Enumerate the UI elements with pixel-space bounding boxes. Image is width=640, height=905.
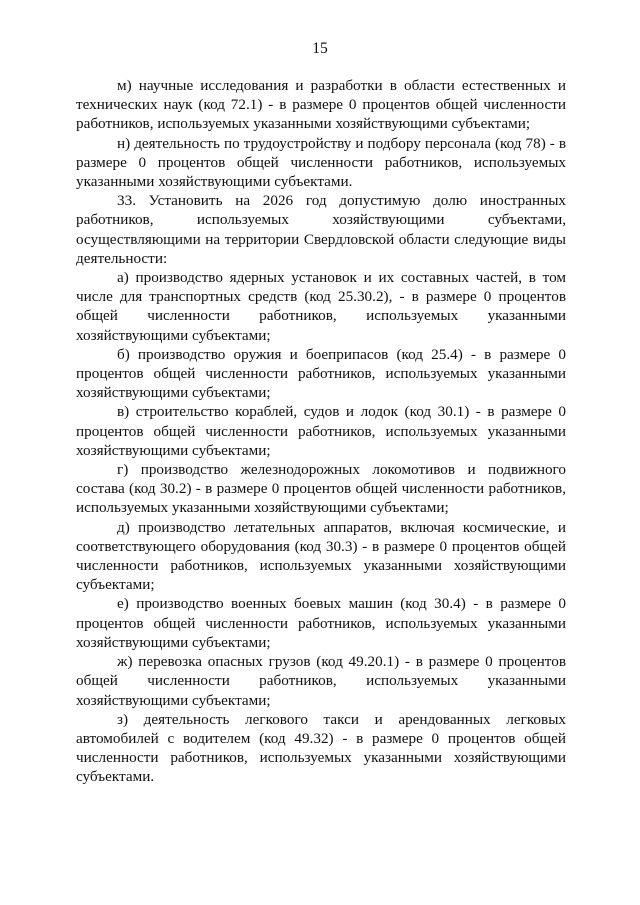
paragraph-b-weapons: б) производство оружия и боеприпасов (код 25.4) - в размере 0 процентов общей численности работников, используемых указанными хозяйствующими субъектами; [76, 345, 566, 402]
paragraph-m-research: м) научные исследования и разработки в области естественных и технических наук (код 72.1) - в размере 0 процентов общей численности работников, используемых указанными хозяйствующими субъектами; [76, 77, 566, 133]
paragraph-v-ships: в) строительство кораблей, судов и лодок (код 30.1) - в размере 0 процентов общей численности работников, используемых указанными хозяйствующими субъектами; [76, 403, 566, 459]
page-number: 15 [312, 40, 328, 57]
paragraph-33-establish: 33. Установить на 2026 год допустимую долю иностранных работников, используемых хозяйствующими субъектами, осуществляющими на территории Свердловской области следующие виды деятельности: [76, 192, 566, 267]
document-body [76, 76, 566, 787]
paragraph-d-aircraft: д) производство летательных аппаратов, включая космические, и соответствующего оборудования (код 30.3) - в размере 0 процентов общей численности работников, используемых указанными хозяйствующими субъектами; [76, 518, 566, 594]
paragraph-g-locomotives: г) производство железнодорожных локомотивов и подвижного состава (код 30.2) - в размере 0 процентов общей численности работников, используемых указанными хозяйствующими субъектами; [76, 461, 566, 517]
paragraph-zh-dangerous-cargo: ж) перевозка опасных грузов (код 49.20.1) - в размере 0 процентов общей численности работников, используемых указанными хозяйствующими субъектами; [76, 653, 566, 709]
paragraph-e-military-vehicles: е) производство военных боевых машин (код 30.4) - в размере 0 процентов общей численности работников, используемых указанными хозяйствующими субъектами; [76, 595, 566, 651]
paragraph-a-nuclear: а) производство ядерных установок и их составных частей, в том числе для транспортных средств (код 25.30.2), - в размере 0 процентов общей численности работников, используемых указанными хозяйствующими субъектами; [76, 269, 566, 344]
paragraph-z-taxi: з) деятельность легкового такси и арендованных легковых автомобилей с водителем (код 49.32) - в размере 0 процентов общей численности работников, используемых указанными хозяйствующими субъектами. [76, 710, 566, 786]
paragraph-n-employment: н) деятельность по трудоустройству и подбору персонала (код 78) - в размере 0 процентов общей численности работников, используемых указанными хозяйствующими субъектами. [76, 134, 566, 191]
